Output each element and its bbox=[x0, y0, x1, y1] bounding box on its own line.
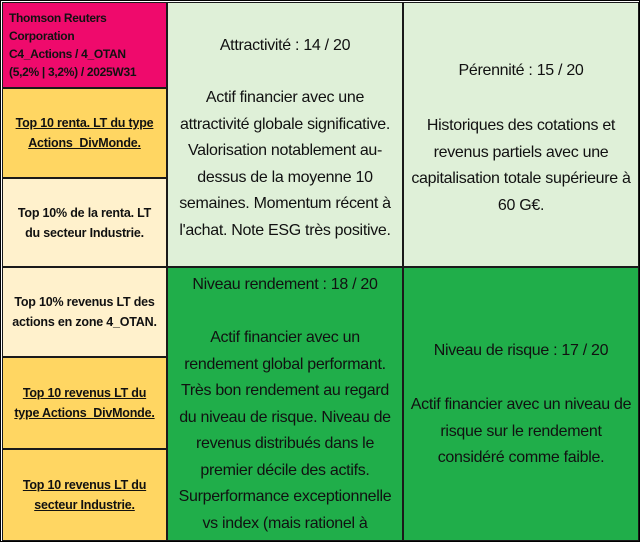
attractivite-title: Attractivité : 14 / 20 bbox=[219, 37, 351, 54]
perennite-cell bbox=[403, 2, 639, 267]
perennite-title: Pérennité : 15 / 20 bbox=[458, 62, 584, 79]
rendement-cell bbox=[167, 267, 403, 541]
badge-top10pct-revenus-zone: Top 10% revenus LT des actions en zone 4_OTAN. bbox=[2, 267, 167, 357]
attractivite-description: Actif financier avec une attractivité globale significative. Valorisation notablement au-dessus de la moyenne 10 semaines. Momentum récent à l'achat. Note ESG très positive. bbox=[179, 89, 391, 239]
company-name: Thomson Reuters Corporation bbox=[9, 11, 107, 43]
attractivite-cell bbox=[167, 2, 403, 267]
asset-category: C4_Actions / 4_OTAN bbox=[9, 47, 126, 61]
perennite-description: Historiques des cotations et revenus partiels avec une capitalisation totale supérieure à 60 G€. bbox=[411, 117, 631, 214]
badge-top10-revenus-type: Top 10 revenus LT du type Actions_DivMonde. bbox=[2, 357, 167, 449]
rendement-description: Actif financier avec un rendement global performant. Très bon rendement au regard du niveau de risque. Niveau de revenus distribués dans le premier décile des actifs. Surperformance exceptionnelle vs index (mais rationel à bbox=[178, 329, 392, 532]
risque-description: Actif financier avec un niveau de risque sur le rendement considéré comme faible. bbox=[410, 396, 632, 466]
risque-cell bbox=[403, 267, 639, 541]
yields-period: (5,2% | 3,2%) / 2025W31 bbox=[9, 65, 137, 79]
rendement-title: Niveau rendement : 18 / 20 bbox=[192, 276, 378, 293]
badge-top10-renta-type: Top 10 renta. LT du type Actions_DivMonde. bbox=[2, 88, 167, 178]
asset-title-block bbox=[2, 2, 167, 88]
badge-top10-revenus-secteur: Top 10 revenus LT du secteur Industrie. bbox=[2, 449, 167, 541]
risque-title: Niveau de risque : 17 / 20 bbox=[433, 342, 609, 359]
badge-top10pct-renta-secteur: Top 10% de la renta. LT du secteur Industrie. bbox=[2, 178, 167, 267]
